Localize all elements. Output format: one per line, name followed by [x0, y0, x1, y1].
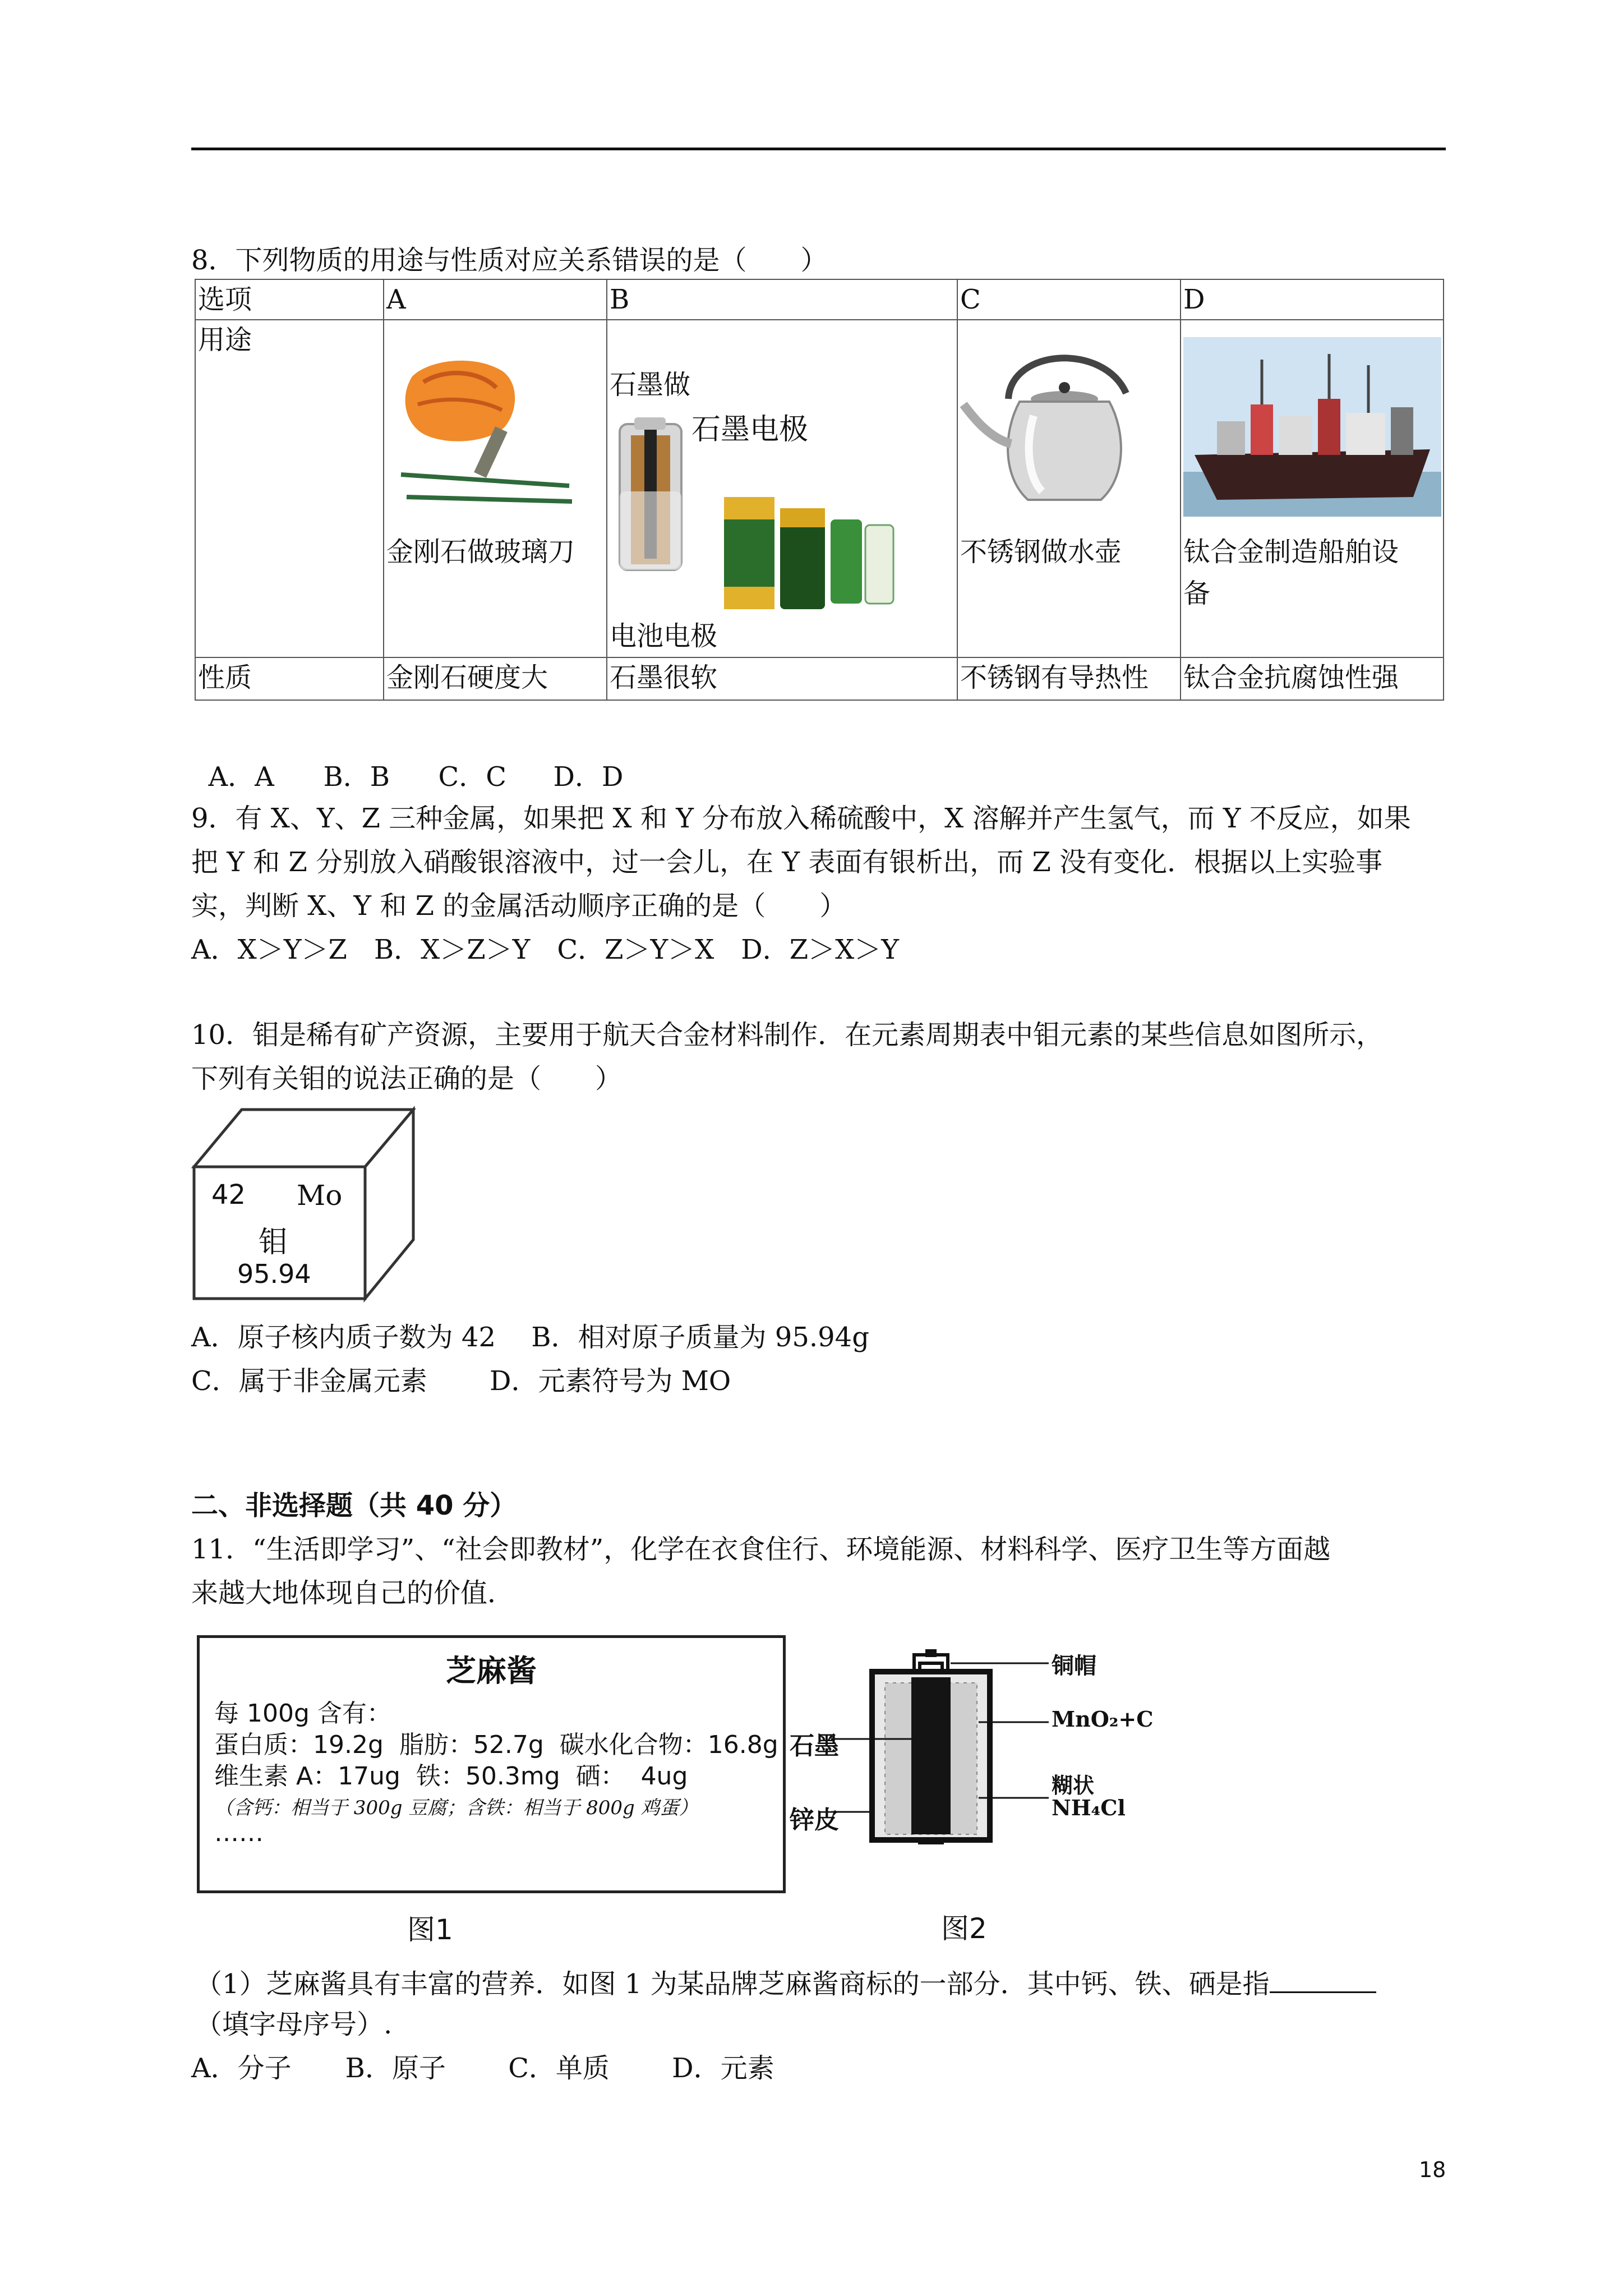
q9-line-3: 实，判断 X、Y 和 Z 的金属活动顺序正确的是（ ）: [191, 890, 847, 922]
kettle-image: [958, 332, 1177, 517]
q10-options-line-1[interactable]: A．原子核内质子数为 42 B．相对原子质量为 95.94g: [191, 1322, 869, 1353]
q8-prop-c: 不锈钢有导热性: [957, 657, 1181, 700]
q8-header-option: 选项: [195, 279, 384, 320]
q8-options: [191, 711, 624, 799]
q8-stem: 8．下列物质的用途与性质对应关系错误的是（ ）: [191, 245, 828, 276]
q8-table: [195, 279, 1444, 701]
q8-use-d-cell: [1181, 320, 1444, 657]
figure-2-caption: 图2: [941, 1912, 987, 1945]
q8-property-row: [195, 657, 1444, 700]
label-copper-cap: 铜帽: [1052, 1653, 1096, 1679]
label-row-4: （含钙：相当于 300g 豆腐；含铁：相当于 800g 鸡蛋）: [214, 1797, 698, 1819]
q9-line-2: 把 Y 和 Z 分别放入硝酸银溶液中，过一会儿，在 Y 表面有银析出，而 Z 没有变化．根据以上实验事: [191, 846, 1383, 878]
q8-prop-d: 钛合金抗腐蚀性强: [1181, 657, 1444, 700]
label-graphite: 石墨: [790, 1732, 839, 1760]
q11-line-1: 11．“生活即学习”、“社会即教材”，化学在衣食住行、环境能源、材料科学、医疗卫生等方面越: [191, 1534, 1331, 1565]
label-row-5: ……: [214, 1819, 264, 1847]
q11-sub1-line-1: [195, 1959, 1376, 2006]
label-row-2: 蛋白质：19.2g 脂肪：52.7g 碳水化合物：16.8g: [214, 1731, 778, 1759]
q8-use-b-img-label: 石墨电极: [691, 413, 809, 447]
q8-option-a[interactable]: A．A: [208, 761, 274, 793]
label-mno2-c: MnO₂+C: [1052, 1706, 1154, 1732]
sesame-paste-label-figure: [197, 1635, 786, 1893]
label-paste: 糊状: [1052, 1773, 1095, 1798]
label-nh4cl: NH₄Cl: [1052, 1795, 1126, 1820]
q8-use-b-cell: [607, 320, 957, 657]
element-atomic-mass: 95.94: [237, 1259, 311, 1289]
q8-use-b-top: 石墨做: [610, 369, 691, 401]
q9-line-1: 9．有 X、Y、Z 三种金属，如果把 X 和 Y 分布放入稀硫酸中，X 溶解并产生氢气，而 Y 不反应，如果: [191, 803, 1411, 834]
dry-cell-diagram: [790, 1638, 1166, 1896]
q11-sub1-options[interactable]: A．分子 B．原子 C．单质 D．元素: [191, 2053, 774, 2084]
q8-use-d-line2: 备: [1183, 578, 1211, 609]
element-tile-figure: [191, 1105, 416, 1307]
section-2-heading: 二、非选择题（共 40 分）: [191, 1490, 517, 1521]
q8-use-c-text: 不锈钢做水壶: [960, 536, 1122, 568]
q8-option-d[interactable]: D．D: [553, 761, 624, 793]
q8-option-b[interactable]: B．B: [323, 761, 390, 793]
q8-use-label: 用途: [195, 320, 384, 657]
q10-options-line-2[interactable]: C．属于非金属元素 D．元素符号为 MO: [191, 1365, 731, 1397]
element-name: 钼: [259, 1226, 288, 1259]
q8-use-d-line1: 钛合金制造船舶设: [1183, 536, 1399, 568]
q8-header-a: A: [384, 279, 607, 320]
diamond-glass-cutter-image: [384, 343, 603, 505]
label-row-3: 维生素 A：17ug 铁：50.3mg 硒： 4ug: [214, 1762, 688, 1791]
q11-sub1-line-2: （填字母序号）.: [195, 2009, 393, 2040]
q11-line-2: 来越大地体现自己的价值．: [191, 1577, 515, 1609]
q11-sub1-text: （1）芝麻酱具有丰富的营养．如图 1 为某品牌芝麻酱商标的一部分．其中钙、铁、硒是指: [195, 1968, 1270, 2000]
q8-prop-a: 金刚石硬度大: [384, 657, 607, 700]
q8-use-row: [195, 320, 1444, 657]
q8-option-c[interactable]: C．C: [438, 761, 506, 793]
q9-options[interactable]: A．X＞Y＞Z B．X＞Z＞Y C．Z＞Y＞X D．Z＞X＞Y: [191, 934, 899, 965]
header-rule: [191, 148, 1446, 150]
label-title: 芝麻酱: [446, 1653, 537, 1688]
figure-1-caption: 图1: [407, 1913, 453, 1946]
element-symbol: Mo: [297, 1179, 343, 1212]
q10-line-2: 下列有关钼的说法正确的是（ ）: [191, 1063, 623, 1094]
q10-line-1: 10．钼是稀有矿产资源，主要用于航天合金材料制作．在元素周期表中钼元素的某些信息如图所示，: [191, 1019, 1384, 1051]
q8-use-c-cell: [957, 320, 1181, 657]
label-row-1: 每 100g 含有：: [214, 1699, 391, 1728]
q8-header-b: B: [607, 279, 957, 320]
q8-header-d: D: [1181, 279, 1444, 320]
page-number: 18: [1419, 2157, 1446, 2182]
q8-header-row: [195, 279, 1444, 320]
label-zinc-shell: 锌皮: [790, 1806, 839, 1834]
q8-prop-b: 石墨很软: [607, 657, 957, 700]
q8-use-a-cell: [384, 320, 607, 657]
answer-blank[interactable]: [1270, 1959, 1376, 1993]
element-atomic-number: 42: [211, 1179, 246, 1211]
q8-use-a-text: 金刚石做玻璃刀: [386, 536, 575, 568]
ship-image: [1183, 337, 1441, 517]
q8-prop-label: 性质: [195, 657, 384, 700]
q8-use-b-bottom: 电池电极: [610, 620, 718, 652]
q8-header-c: C: [957, 279, 1181, 320]
